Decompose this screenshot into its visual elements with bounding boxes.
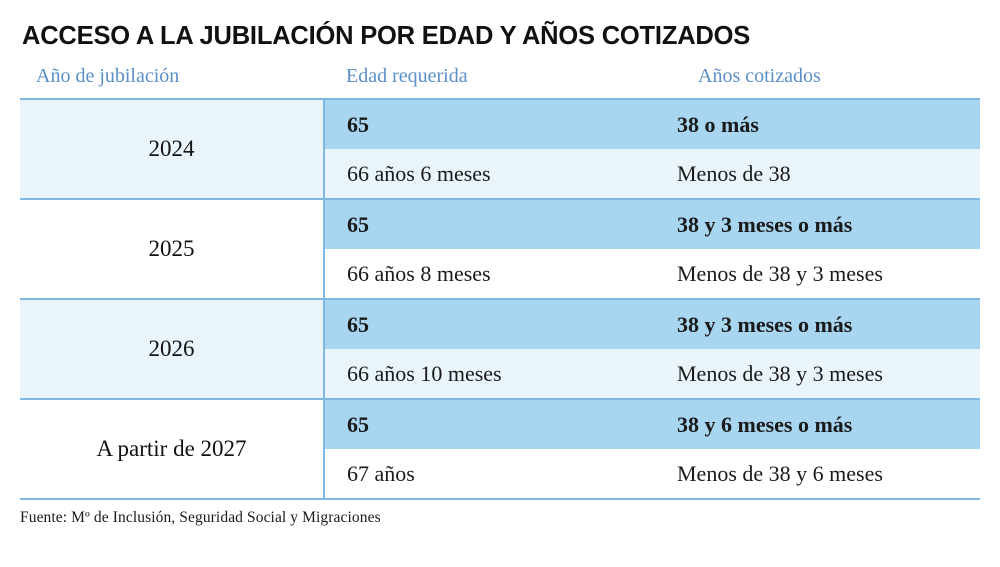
sub-row-primary [325, 400, 980, 449]
contributed-years-value: 38 y 3 meses o más [677, 211, 853, 237]
column-header-contributed-years: Años cotizados [698, 65, 821, 87]
contributed-years-value: 38 y 3 meses o más [677, 311, 853, 337]
contributed-years-value: Menos de 38 y 3 meses [677, 360, 883, 386]
contributed-years-value: Menos de 38 [677, 160, 791, 186]
contributed-years-value: 38 y 6 meses o más [677, 411, 853, 437]
contributed-years-value: Menos de 38 y 6 meses [677, 460, 883, 486]
column-header-age: Edad requerida [346, 65, 468, 87]
source-note: Fuente: Mº de Inclusión, Seguridad Social y Migraciones [20, 509, 381, 526]
age-value: 67 años [347, 460, 415, 486]
row-data-cell [324, 299, 980, 399]
row-year-label: 2026 [20, 299, 324, 399]
column-header-year: Año de jubilación [36, 65, 180, 87]
age-value: 65 [347, 311, 369, 337]
table-row [20, 199, 980, 299]
sub-row-secondary [325, 449, 980, 498]
sub-row-secondary [325, 149, 980, 198]
row-year-label: 2025 [20, 199, 324, 299]
age-value: 66 años 8 meses [347, 260, 491, 286]
sub-row-primary [325, 100, 980, 149]
sub-row-primary [325, 300, 980, 349]
table-header-row [20, 61, 980, 99]
row-year-label: A partir de 2027 [20, 399, 324, 498]
sub-row-secondary [325, 349, 980, 398]
age-value: 66 años 6 meses [347, 160, 491, 186]
row-data-cell [324, 99, 980, 199]
sub-row-primary [325, 200, 980, 249]
contributed-years-value: 38 o más [677, 111, 759, 137]
table-row [20, 99, 980, 199]
age-value: 65 [347, 211, 369, 237]
table-row [20, 399, 980, 498]
age-value: 65 [347, 411, 369, 437]
age-value: 65 [347, 111, 369, 137]
row-year-label: 2024 [20, 99, 324, 199]
row-data-cell [324, 199, 980, 299]
contributed-years-value: Menos de 38 y 3 meses [677, 260, 883, 286]
table-bottom-rule [20, 498, 980, 500]
table-row [20, 299, 980, 399]
page-title: ACCESO A LA JUBILACIÓN POR EDAD Y AÑOS COTIZADOS [22, 22, 751, 50]
retirement-access-table [20, 61, 980, 498]
sub-row-secondary [325, 249, 980, 298]
age-value: 66 años 10 meses [347, 360, 502, 386]
row-data-cell [324, 399, 980, 498]
